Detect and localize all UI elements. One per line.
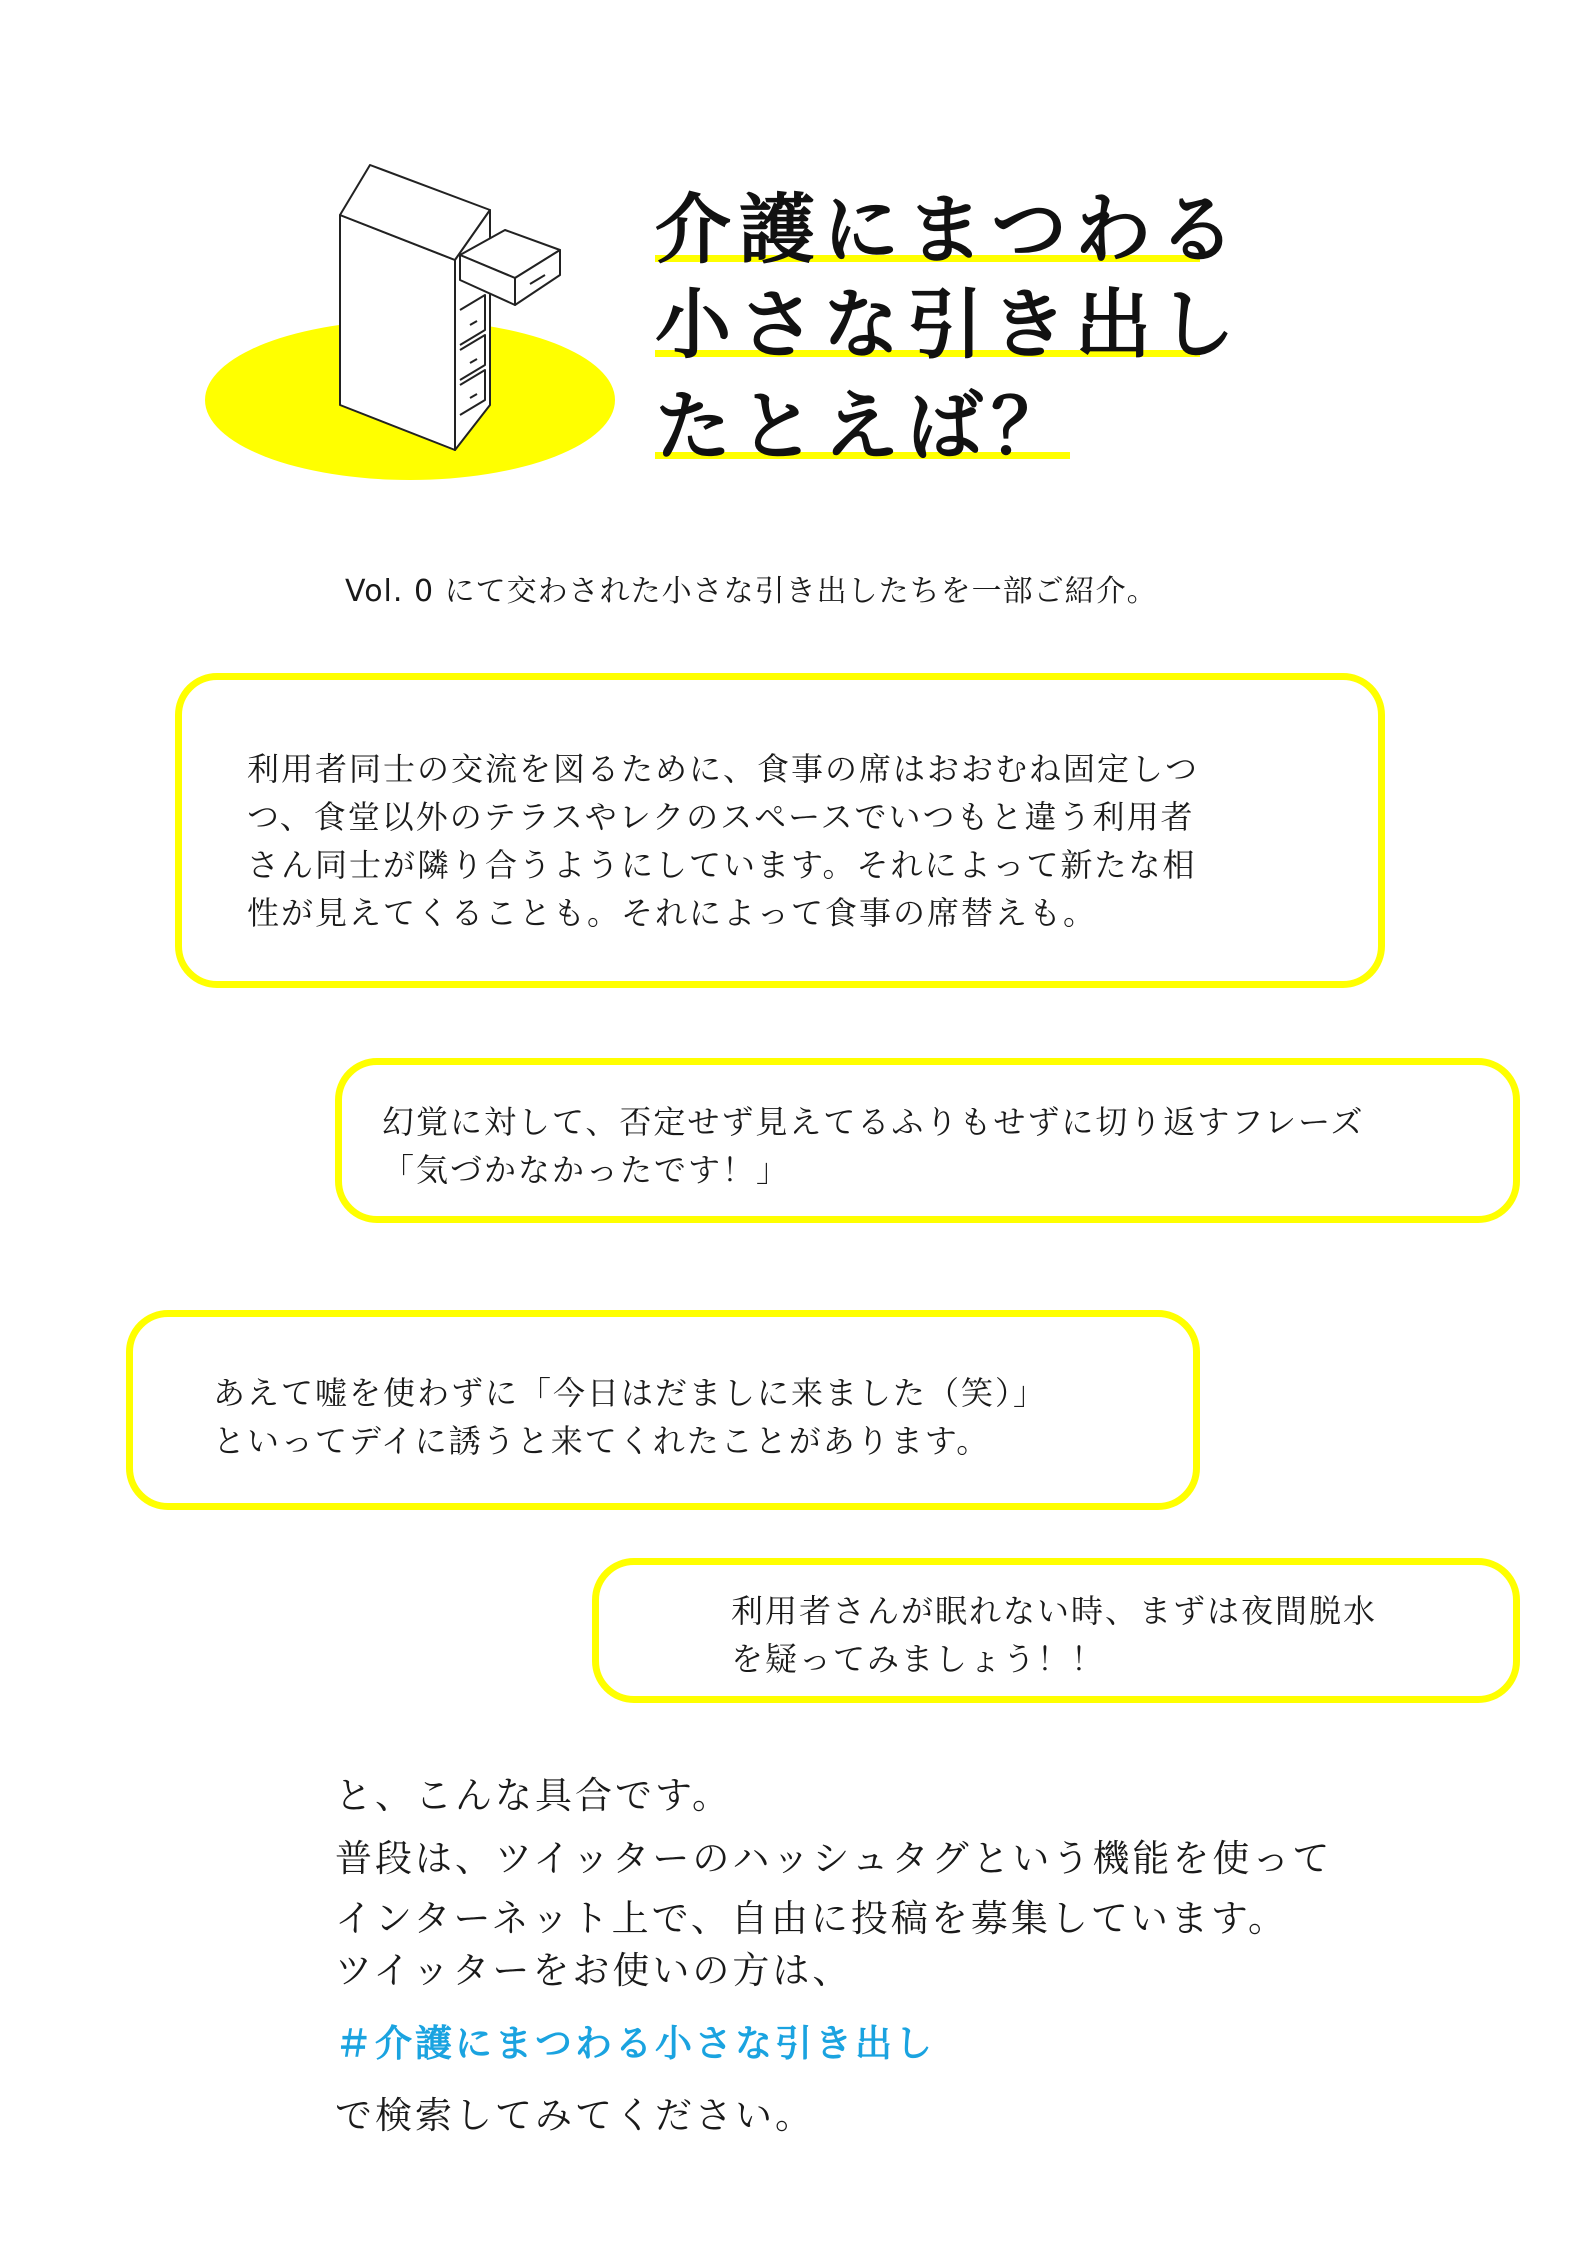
bubble-1-line: さん同士が隣り合うようにしています。それによって新たな相 xyxy=(247,846,1197,884)
drawer-cabinet-icon xyxy=(205,160,625,490)
hashtag-text: ＃介護にまつわる小さな引き出し xyxy=(335,2022,935,2065)
bubble-4-line: を疑ってみましょう！！ xyxy=(731,1640,1106,1678)
speech-bubble-4 xyxy=(592,1558,1520,1703)
closing-line-5: で検索してみてください。 xyxy=(335,2094,815,2137)
intro-text: Vol. 0 にて交わされた小さな引き出したちを一部ご紹介。 xyxy=(345,574,1158,609)
bubble-4-line: 利用者さんが眠れない時、まずは夜間脱水 xyxy=(731,1592,1378,1630)
title-line-2: 小さな引き出し xyxy=(655,280,1243,369)
speech-bubble-1 xyxy=(175,673,1385,988)
title-line-3: たとえば？ xyxy=(655,382,1075,471)
title-line-1: 介護にまつわる xyxy=(655,185,1243,274)
bubble-1-line: 利用者同士の交流を図るために、食事の席はおおむね固定しつ xyxy=(247,750,1200,788)
closing-line-4: ツイッターをお使いの方は、 xyxy=(335,1949,853,1992)
speech-bubble-3 xyxy=(126,1310,1200,1510)
speech-bubble-2 xyxy=(335,1058,1520,1223)
bubble-3-line: といってデイに誘うと来てくれたことがあります。 xyxy=(213,1422,991,1460)
bubble-1-line: つ、食堂以外のテラスやレクのスペースでいつもと違う利用者 xyxy=(247,798,1195,836)
hashtag-link[interactable] xyxy=(335,2013,935,2067)
bubble-2-line: 「気づかなかったです！」 xyxy=(382,1151,791,1189)
bubble-3-line: あえて嘘を使わずに「今日はだましに来ました（笑）」 xyxy=(213,1374,1048,1412)
closing-line-2: 普段は、ツイッターのハッシュタグという機能を使って xyxy=(335,1837,1333,1880)
bubble-1-line: 性が見えてくることも。それによって食事の席替えも。 xyxy=(247,894,1098,932)
closing-line-1: と、こんな具合です。 xyxy=(335,1774,733,1817)
closing-line-3: インターネット上で、自由に投稿を募集しています。 xyxy=(335,1897,1288,1940)
bubble-2-line: 幻覚に対して、否定せず見えてるふりもせずに切り返すフレーズ xyxy=(382,1103,1365,1141)
